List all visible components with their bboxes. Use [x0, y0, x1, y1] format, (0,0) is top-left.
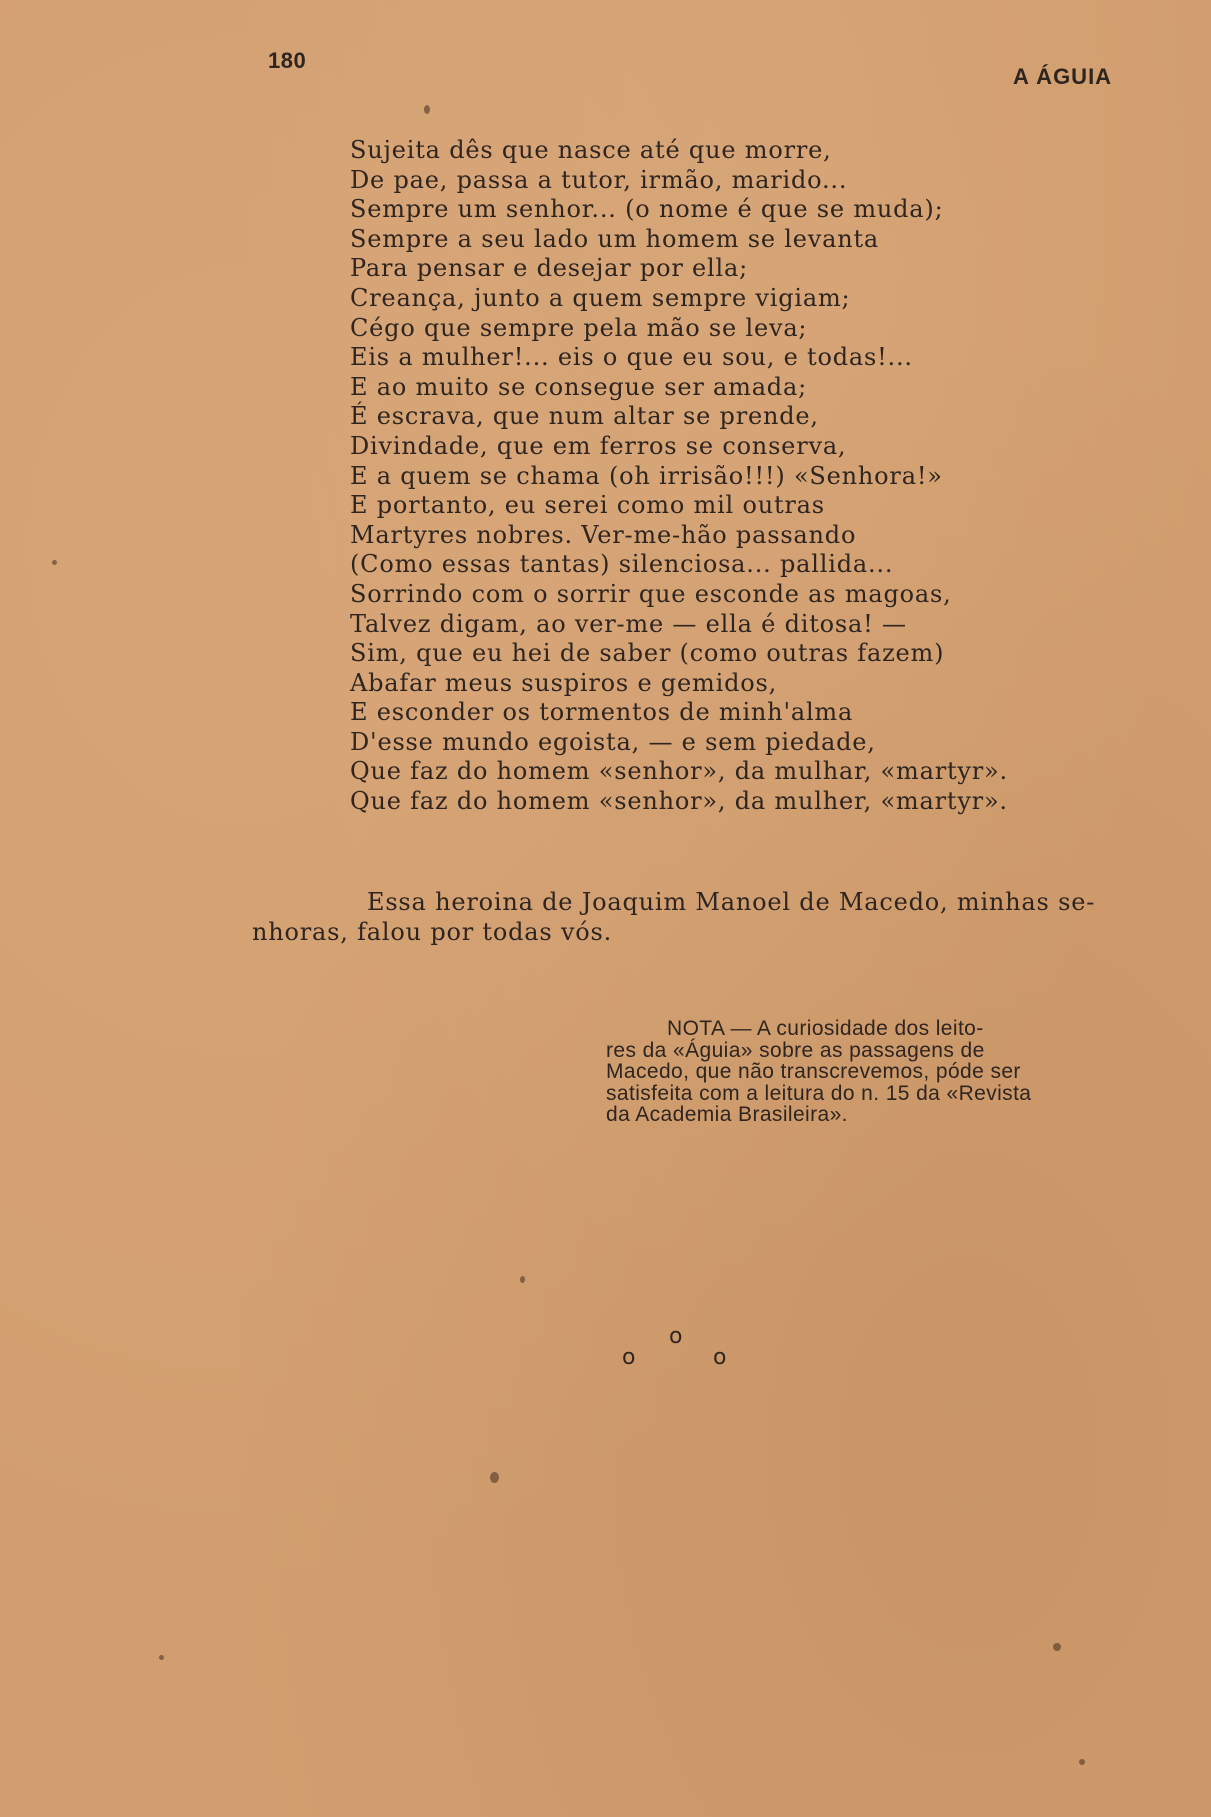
paper-speck — [424, 105, 430, 114]
note-line: res da «Águia» sobre as passagens de — [606, 1038, 985, 1062]
poem-line: Que faz do homem «senhor», da mulher, «martyr». — [350, 787, 1008, 816]
poem-line: Creança, junto a quem sempre vigiam; — [350, 283, 851, 312]
paper-speck — [1053, 1643, 1061, 1651]
paper-speck — [52, 560, 57, 565]
paper-speck — [159, 1655, 164, 1660]
poem-line: (Como essas tantas) silenciosa... pallida... — [350, 550, 894, 579]
poem-line: Sim, que eu hei de saber (como outras fazem) — [350, 639, 945, 668]
poem-line: Sempre a seu lado um homem se levanta — [350, 224, 880, 253]
poem-line: De pae, passa a tutor, irmão, marido... — [350, 165, 848, 194]
prose-paragraph — [252, 887, 1112, 947]
prose-line: Essa heroina de Joaquim Manoel de Macedo, minhas se- — [367, 888, 1096, 916]
poem-line: Que faz do homem «senhor», da mulhar, «martyr». — [350, 757, 1008, 786]
poem-line: Sujeita dês que nasce até que morre, — [350, 136, 832, 164]
poem-line: Eis a mulher!... eis o que eu sou, e todas!... — [350, 343, 913, 372]
poem-line: E ao muito se consegue ser amada; — [350, 372, 807, 401]
ornament-circle-right: o — [713, 1345, 727, 1370]
poem-block — [350, 136, 1030, 817]
prose-line: nhoras, falou por todas vós. — [252, 918, 613, 946]
poem-line: E portanto, eu serei como mil outras — [350, 491, 825, 520]
poem-line: Divindade, que em ferros se conserva, — [350, 431, 847, 460]
poem-line: É escrava, que num altar se prende, — [350, 402, 819, 431]
poem-line: E esconder os tormentos de minh'alma — [350, 698, 854, 727]
paper-speck — [1079, 1759, 1085, 1765]
poem-line: Para pensar e desejar por ella; — [350, 254, 748, 283]
note-line: NOTA — A curiosidade dos leito- — [667, 1017, 984, 1040]
ornament-circle-left: o — [622, 1345, 636, 1370]
paper-speck — [490, 1472, 499, 1483]
paper-speck — [520, 1276, 525, 1283]
page-number: 180 — [268, 48, 307, 73]
poem-line: E a quem se chama (oh irrisão!!!) «Senhora!» — [350, 461, 943, 490]
poem-line: D'esse mundo egoista, — e sem piedade, — [350, 727, 876, 756]
poem-line: Abafar meus suspiros e gemidos, — [350, 668, 778, 697]
poem-line: Martyres nobres. Ver-me-hão passando — [350, 520, 857, 549]
editor-note — [606, 1018, 1110, 1126]
poem-line: Talvez digam, ao ver-me — ella é ditosa! — — [350, 609, 907, 638]
note-line: satisfeita com a leitura do n. 15 da «Revista — [606, 1081, 1032, 1105]
poem-line: Cégo que sempre pela mão se leva; — [350, 313, 808, 342]
poem-line: Sorrindo com o sorrir que esconde as magoas, — [350, 579, 952, 608]
poem-line: Sempre um senhor... (o nome é que se muda); — [350, 195, 944, 224]
ornament-circle-top: o — [669, 1324, 683, 1349]
note-line: da Academia Brasileira». — [606, 1103, 848, 1126]
running-head: A ÁGUIA — [1013, 64, 1113, 89]
note-line: Macedo, que não transcrevemos, póde ser — [606, 1060, 1021, 1083]
